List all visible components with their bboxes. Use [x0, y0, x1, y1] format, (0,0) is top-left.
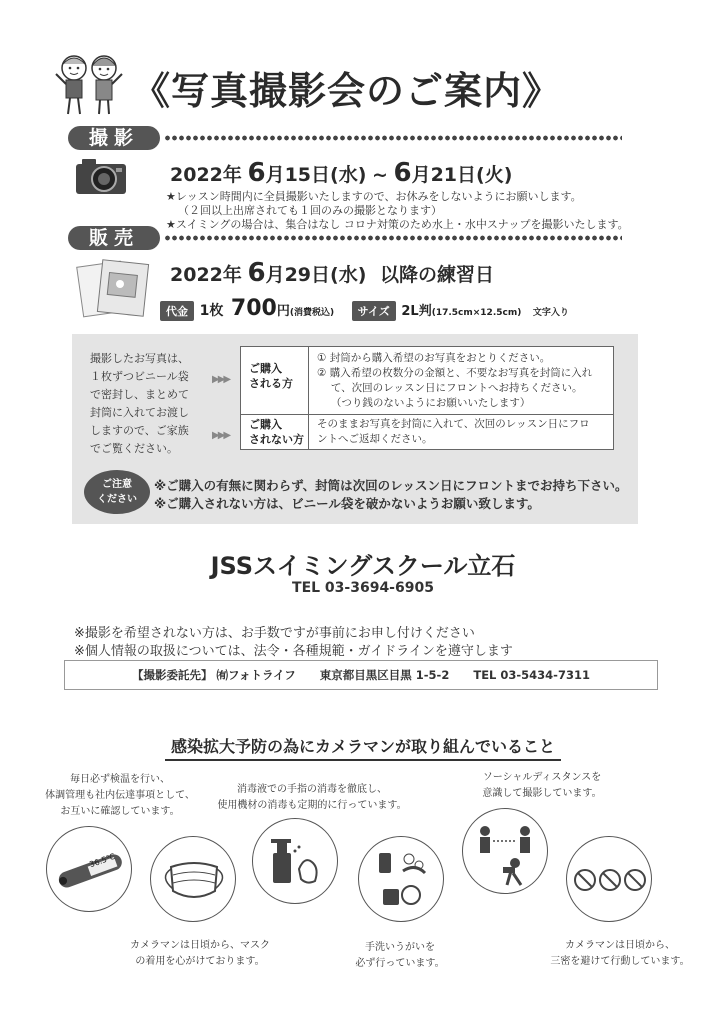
remark-line: ※撮影を希望されない方は、お手数ですが事前にお申し付けください — [74, 626, 475, 641]
school-tel: TEL 03-3694-6905 — [292, 580, 434, 596]
buy-header — [241, 347, 309, 414]
caption-mask — [110, 938, 290, 970]
size-tag: サイズ — [352, 301, 396, 321]
arrow-icon: ▶▶▶ — [212, 374, 230, 385]
caution-badge-line: ご注意 — [102, 479, 132, 490]
caution-badge-line: ください — [97, 494, 137, 505]
sale-date — [170, 258, 494, 288]
purchase-intro-line: 封筒に入れてお渡し — [90, 406, 189, 419]
caption-line: 消毒液での手指の消毒を徹底し、 — [237, 784, 387, 795]
handwash-circle — [358, 836, 444, 922]
contractor-box — [64, 660, 658, 690]
sale-weekday: (水) — [330, 264, 367, 286]
contractor-company: ㈲フォトライフ — [216, 668, 296, 682]
sale-section-label: 販売 — [68, 226, 160, 250]
avoid-crowds-circle — [566, 836, 652, 922]
social-distance-icon — [463, 809, 549, 895]
buy-header-line: ご購入 — [249, 362, 282, 375]
caption-avoid — [540, 938, 700, 970]
caption-health — [30, 772, 210, 820]
photo-bag-icon — [76, 258, 152, 320]
nobuy-line: ントへご返却ください。 — [317, 433, 433, 445]
camera-icon — [74, 156, 128, 196]
buy-instructions — [317, 351, 592, 411]
shoot-note: ★スイミングの場合は、集合はなし コロナ対策のため水上・水中スナップを撮影いたします。 — [166, 218, 629, 231]
shoot-start-weekday: (水) — [330, 164, 367, 186]
price-qty: 1枚 — [199, 303, 224, 319]
caption-line: 毎日必ず検温を行い、 — [70, 774, 170, 785]
purchase-intro-line: でご覧ください。 — [90, 442, 178, 455]
nobuy-header — [241, 415, 309, 450]
handwash-icon — [359, 837, 445, 923]
shoot-dotted-divider — [164, 134, 622, 142]
caption-line: 手洗いうがいを — [365, 942, 435, 953]
shoot-dates — [170, 158, 512, 188]
purchase-intro-line: 撮影したお写真は、 — [90, 352, 189, 365]
contractor-tel: TEL 03-5434-7311 — [473, 668, 590, 682]
purchase-row-nobuy — [241, 415, 613, 450]
caption-line: 三密を避けて行動しています。 — [550, 956, 690, 967]
sale-year: 2022年 — [170, 264, 242, 286]
school-name: JSSスイミングスクール立石 — [210, 552, 516, 580]
caption-line: カメラマンは日頃から、マスク — [130, 940, 270, 951]
nobuy-header-line: されない方 — [249, 433, 304, 446]
shoot-start-month: 6 — [247, 158, 266, 188]
caption-line: ソーシャルディスタンスを — [482, 772, 602, 783]
purchase-table — [240, 346, 614, 450]
thermometer-icon — [47, 827, 133, 913]
shoot-year: 2022年 — [170, 164, 242, 186]
shoot-start-day: 月15日 — [265, 164, 331, 186]
caption-line: の着用を心がけております。 — [135, 956, 265, 967]
buy-line: て、次回のレッスン日にフロントへお持ちください。 — [317, 382, 583, 394]
caption-line: 体調管理も社内伝達事項として、 — [45, 790, 195, 801]
thermometer-reading: 36.5℃ — [88, 851, 117, 870]
sale-day: 月29日 — [265, 264, 331, 286]
caption-line: 使用機材の消毒も定期的に行っています。 — [217, 800, 407, 811]
shoot-end-weekday: (火) — [476, 164, 513, 186]
infection-heading-wrap — [0, 734, 726, 757]
caption-line: 意識して撮影しています。 — [482, 788, 602, 799]
buy-line: ① 封筒から購入希望のお写真をおとりください。 — [317, 352, 551, 364]
caption-line: カメラマンは日頃から、 — [565, 940, 675, 951]
price-value: 700 — [230, 296, 277, 321]
caption-line: 必ず行っています。 — [355, 958, 445, 969]
remark-line: ※個人情報の取扱については、法令・各種規範・ガイドラインを遵守します — [74, 644, 513, 659]
caption-line: お互いに確認しています。 — [60, 806, 180, 817]
shoot-note: （２回以上出席されても１回のみの撮影となります） — [178, 204, 442, 217]
mask-circle — [150, 836, 236, 922]
shoot-range-tilde: ~ — [371, 164, 388, 186]
caption-distance — [452, 770, 632, 802]
size-text: 文字入り — [532, 308, 569, 318]
price-tax: (消費税込) — [289, 308, 335, 318]
nobuy-instructions — [317, 417, 590, 447]
shoot-section-label: 撮影 — [68, 126, 160, 150]
nobuy-header-line: ご購入 — [249, 418, 282, 431]
shoot-end-day: 月21日 — [411, 164, 477, 186]
purchase-intro-line: で密封し、まとめて — [90, 388, 189, 401]
sanitizer-icon — [253, 819, 339, 905]
purchase-intro — [90, 350, 208, 458]
children-illustration — [52, 52, 126, 118]
caption-disinfect — [212, 782, 412, 814]
contractor-label: 【撮影委託先】 — [132, 668, 213, 682]
price-tag: 代金 — [160, 301, 194, 321]
purchase-intro-line: しますので、ご家族 — [90, 424, 189, 437]
sanitizer-circle — [252, 818, 338, 904]
price-size-row — [160, 296, 569, 321]
buy-header-line: される方 — [249, 377, 293, 390]
caution-line: ※ご購入の有無に関わらず、封筒は次回のレッスン日にフロントまでお持ち下さい。 — [154, 478, 628, 493]
infection-heading: 感染拡大予防の為にカメラマンが取り組んでいること — [165, 737, 561, 761]
mask-icon — [151, 837, 237, 923]
buy-line: （つり銭のないようにお願いいたします） — [317, 397, 531, 409]
price-unit: 円 — [276, 304, 290, 319]
page-title: 《写真撮影会のご案内》 — [132, 69, 562, 113]
thermometer-circle — [46, 826, 132, 912]
caption-handwash — [340, 940, 460, 972]
size-value: 2L判 — [401, 304, 432, 319]
arrow-icon: ▶▶▶ — [212, 430, 230, 441]
contractor-address: 東京都目黒区目黒 1-5-2 — [319, 668, 450, 682]
shoot-end-month: 6 — [393, 158, 412, 188]
size-dim: (17.5cm×12.5cm) — [431, 308, 522, 318]
sale-after: 以降の練習日 — [379, 264, 494, 286]
sale-dotted-divider — [164, 234, 622, 242]
distance-circle — [462, 808, 548, 894]
caution-badge — [84, 470, 150, 514]
sale-month: 6 — [247, 258, 266, 288]
buy-line: ② 購入希望の枚数分の金額と、不要なお写真を封筒に入れ — [317, 367, 593, 379]
caution-line: ※ご購入されない方は、ビニール袋を破かないようお願い致します。 — [154, 496, 540, 511]
purchase-intro-line: １枚ずつビニール袋 — [90, 370, 189, 383]
shoot-note: ★レッスン時間内に全員撮影いたしますので、お休みをしないようにお願いします。 — [166, 190, 582, 203]
nobuy-line: そのままお写真を封筒に入れて、次回のレッスン日にフロ — [317, 418, 590, 430]
no-crowds-icon — [567, 837, 653, 923]
purchase-row-buy — [241, 347, 613, 415]
